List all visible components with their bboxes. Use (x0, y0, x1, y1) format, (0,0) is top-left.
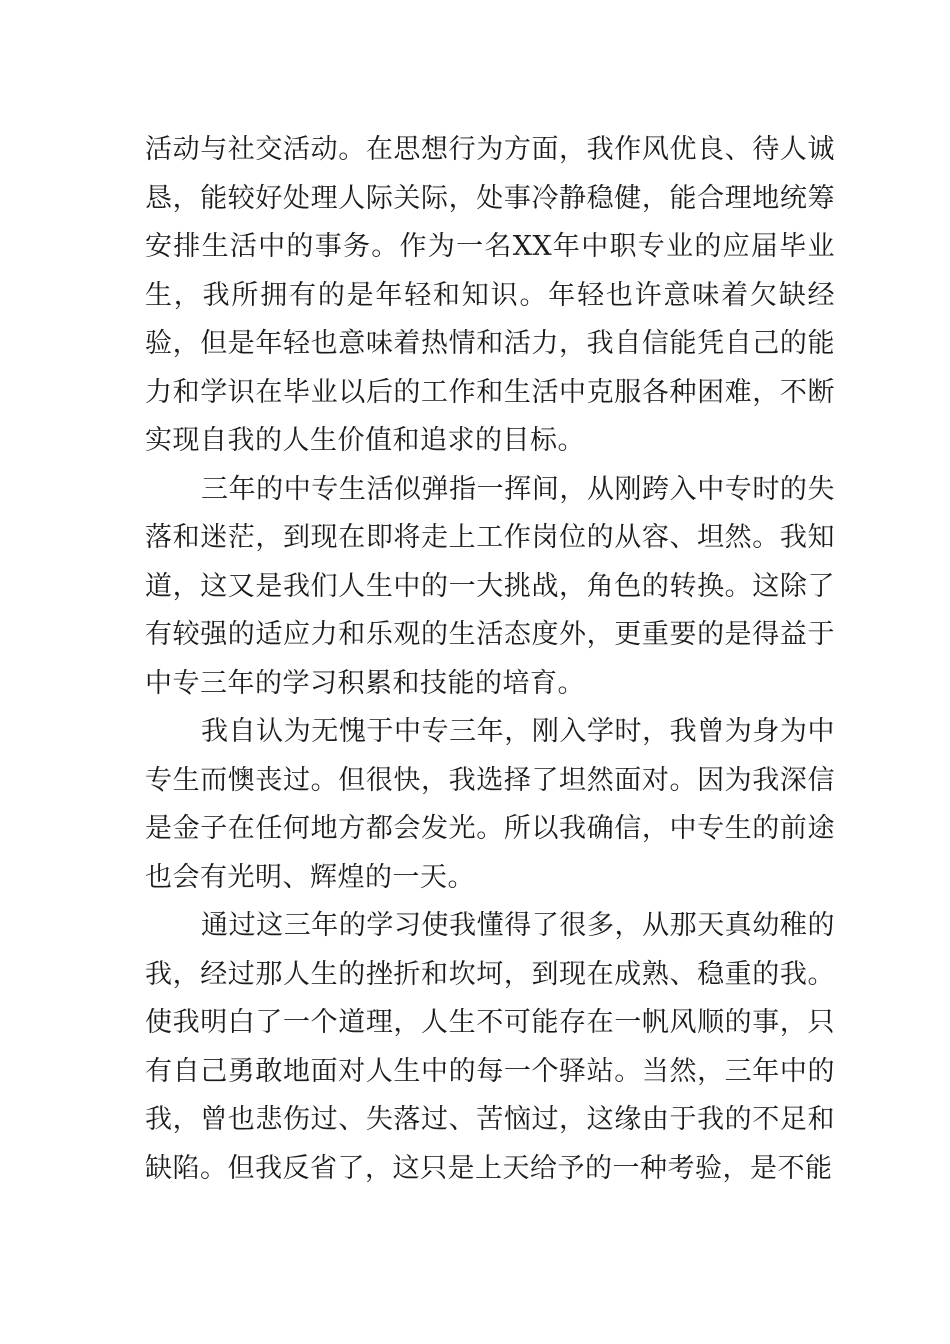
paragraph-4: 通过这三年的学习使我懂得了很多，从那天真幼稚的我，经过那人生的挫折和坎坷，到现在成熟、稳重的我。使我明白了一个道理，人生不可能存在一帆风顺的事，只有自己勇敢地面对人生中的每一个驿站。当然，三年中的我，曾也悲伤过、失落过、苦恼过，这缘由于我的不足和缺陷。但我反省了，这只是上天给予的一种考验，是不能 (145, 910, 835, 1184)
paragraph-3: 我自认为无愧于中专三年，刚入学时，我曾为身为中专生而懊丧过。但很快，我选择了坦然面对。因为我深信是金子在任何地方都会发光。所以我确信，中专生的前途也会有光明、辉煌的一天。 (145, 716, 835, 893)
paragraph-2: 三年的中专生活似弹指一挥间，从刚跨入中专时的失落和迷茫，到现在即将走上工作岗位的从容、坦然。我知道，这又是我们人生中的一大挑战，角色的转换。这除了有较强的适应力和乐观的生活态度外，更重要的是得益于中专三年的学习积累和技能的培育。 (145, 473, 835, 699)
document-body (145, 126, 835, 1193)
paragraph-1: 活动与社交活动。在思想行为方面，我作风优良、待人诚恳，能较好处理人际关际，处事冷静稳健，能合理地统筹安排生活中的事务。作为一名XX年中职专业的应届毕业生，我所拥有的是年轻和知识。年轻也许意味着欠缺经验，但是年轻也意味着热情和活力，我自信能凭自己的能力和学识在毕业以后的工作和生活中克服各种困难，不断实现自我的人生价值和追求的目标。 (145, 134, 835, 456)
